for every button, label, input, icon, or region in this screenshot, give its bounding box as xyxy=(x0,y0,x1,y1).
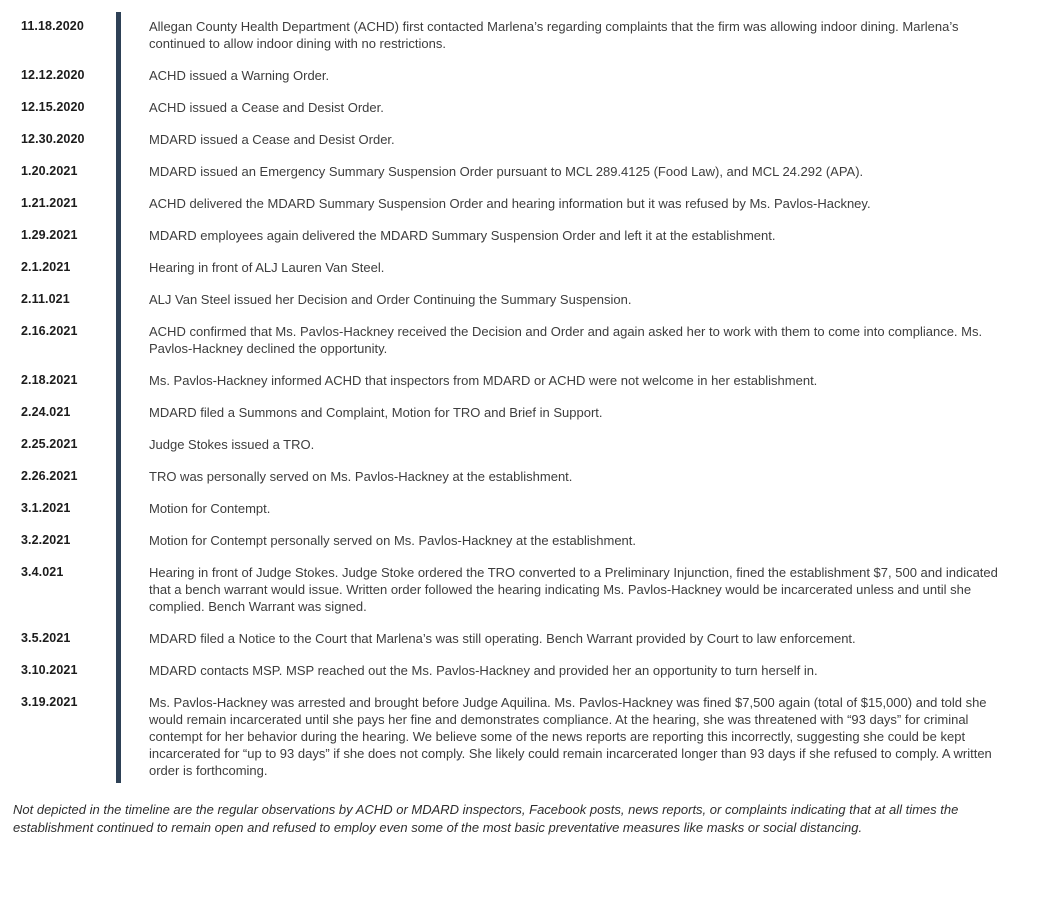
entry-date: 3.10.2021 xyxy=(21,663,78,677)
entry-date: 12.30.2020 xyxy=(21,132,85,146)
entry-text: Ms. Pavlos-Hackney informed ACHD that inspectors from MDARD or ACHD were not welcome in her establishment. xyxy=(149,373,818,388)
timeline-entry xyxy=(0,404,1048,421)
timeline-entry xyxy=(0,291,1048,308)
timeline-entry xyxy=(0,99,1048,116)
timeline-entry xyxy=(0,227,1048,244)
timeline-entry xyxy=(0,67,1048,84)
timeline-entry xyxy=(0,259,1048,276)
entry-date: 2.18.2021 xyxy=(21,373,78,387)
entry-text: Hearing in front of ALJ Lauren Van Steel. xyxy=(149,260,385,275)
entry-date: 1.29.2021 xyxy=(21,228,78,242)
entry-date: 3.5.2021 xyxy=(21,631,71,645)
timeline-entry xyxy=(0,323,1048,357)
timeline-entry xyxy=(0,500,1048,517)
entry-date: 2.11.021 xyxy=(21,292,70,306)
entry-text: MDARD issued a Cease and Desist Order. xyxy=(149,132,395,147)
timeline-entry xyxy=(0,662,1048,679)
entry-date: 2.24.021 xyxy=(21,405,71,419)
footnote: Not depicted in the timeline are the regular observations by ACHD or MDARD inspectors, Facebook posts, news reports, or complaints indicating that at all times the establishment continued to remain open and refused to employ even some of the most basic preventative measures like masks or social distancing. xyxy=(13,802,959,835)
entry-date: 12.15.2020 xyxy=(21,100,85,114)
entry-text: TRO was personally served on Ms. Pavlos-Hackney at the establishment. xyxy=(149,469,573,484)
entry-text: ACHD issued a Warning Order. xyxy=(149,68,330,83)
entry-text: ALJ Van Steel issued her Decision and Order Continuing the Summary Suspension. xyxy=(149,292,632,307)
timeline-entry xyxy=(0,532,1048,549)
entry-text: Judge Stokes issued a TRO. xyxy=(149,437,315,452)
entry-text: Ms. Pavlos-Hackney was arrested and brought before Judge Aquilina. Ms. Pavlos-Hackney was fined $7,500 again (total of $15,000) and told she would remain incarcerated until she pays her fine and demonstrates compliance. At the hearing, she was threatened with “93 days” for criminal contempt for her behavior during the hearing. We believe some of the news reports are reporting this incorrectly, suggesting she could be kept incarcerated for “up to 93 days” if she does not comply. She likely could remain incarcerated longer than 93 days if she refused to comply. A written order is forthcoming. xyxy=(149,695,992,778)
timeline-entry xyxy=(0,694,1048,779)
entry-text: Allegan County Health Department (ACHD) first contacted Marlena’s regarding complaints that the firm was allowing indoor dining. Marlena’s continued to allow indoor dining with no restrictions. xyxy=(149,19,959,51)
entry-text: MDARD filed a Summons and Complaint, Motion for TRO and Brief in Support. xyxy=(149,405,603,420)
entry-text: MDARD contacts MSP. MSP reached out the Ms. Pavlos-Hackney and provided her an opportunity to turn herself in. xyxy=(149,663,818,678)
timeline-entry xyxy=(0,131,1048,148)
entry-text: MDARD issued an Emergency Summary Suspension Order pursuant to MCL 289.4125 (Food Law), and MCL 24.292 (APA). xyxy=(149,164,864,179)
entry-text: MDARD employees again delivered the MDARD Summary Suspension Order and left it at the establishment. xyxy=(149,228,776,243)
entry-date: 2.16.2021 xyxy=(21,324,78,338)
entry-date: 3.1.2021 xyxy=(21,501,71,515)
entry-date: 2.26.2021 xyxy=(21,469,78,483)
entry-text: ACHD delivered the MDARD Summary Suspension Order and hearing information but it was refused by Ms. Pavlos-Hackney. xyxy=(149,196,871,211)
timeline xyxy=(0,18,1048,779)
timeline-entry xyxy=(0,564,1048,615)
timeline-entry xyxy=(0,630,1048,647)
entry-date: 1.20.2021 xyxy=(21,164,78,178)
entry-date: 12.12.2020 xyxy=(21,68,85,82)
entry-text: Motion for Contempt. xyxy=(149,501,271,516)
entry-text: ACHD confirmed that Ms. Pavlos-Hackney received the Decision and Order and again asked her to work with them to come into compliance. Ms. Pavlos-Hackney declined the opportunity. xyxy=(149,324,983,356)
entry-text: Motion for Contempt personally served on Ms. Pavlos-Hackney at the establishment. xyxy=(149,533,637,548)
timeline-entry xyxy=(0,163,1048,180)
entry-date: 3.2.2021 xyxy=(21,533,71,547)
entry-text: Hearing in front of Judge Stokes. Judge Stoke ordered the TRO converted to a Preliminary Injunction, fined the establishment $7, 500 and indicated that a bench warrant would issue. Written order followed the hearing indicating Ms. Pavlos-Hackney would be incarcerated unless and until she complied. Bench Warrant was signed. xyxy=(149,565,998,614)
timeline-entry xyxy=(0,195,1048,212)
entry-date: 3.4.021 xyxy=(21,565,64,579)
timeline-entry xyxy=(0,468,1048,485)
entry-text: MDARD filed a Notice to the Court that Marlena’s was still operating. Bench Warrant provided by Court to law enforcement. xyxy=(149,631,856,646)
entry-date: 11.18.2020 xyxy=(21,19,84,33)
timeline-vertical-rule xyxy=(116,12,121,783)
entry-date: 3.19.2021 xyxy=(21,695,78,709)
entry-date: 2.25.2021 xyxy=(21,437,78,451)
entry-text: ACHD issued a Cease and Desist Order. xyxy=(149,100,384,115)
timeline-entry xyxy=(0,372,1048,389)
entry-date: 1.21.2021 xyxy=(21,196,78,210)
entry-date: 2.1.2021 xyxy=(21,260,71,274)
timeline-entry xyxy=(0,18,1048,52)
timeline-entry xyxy=(0,436,1048,453)
